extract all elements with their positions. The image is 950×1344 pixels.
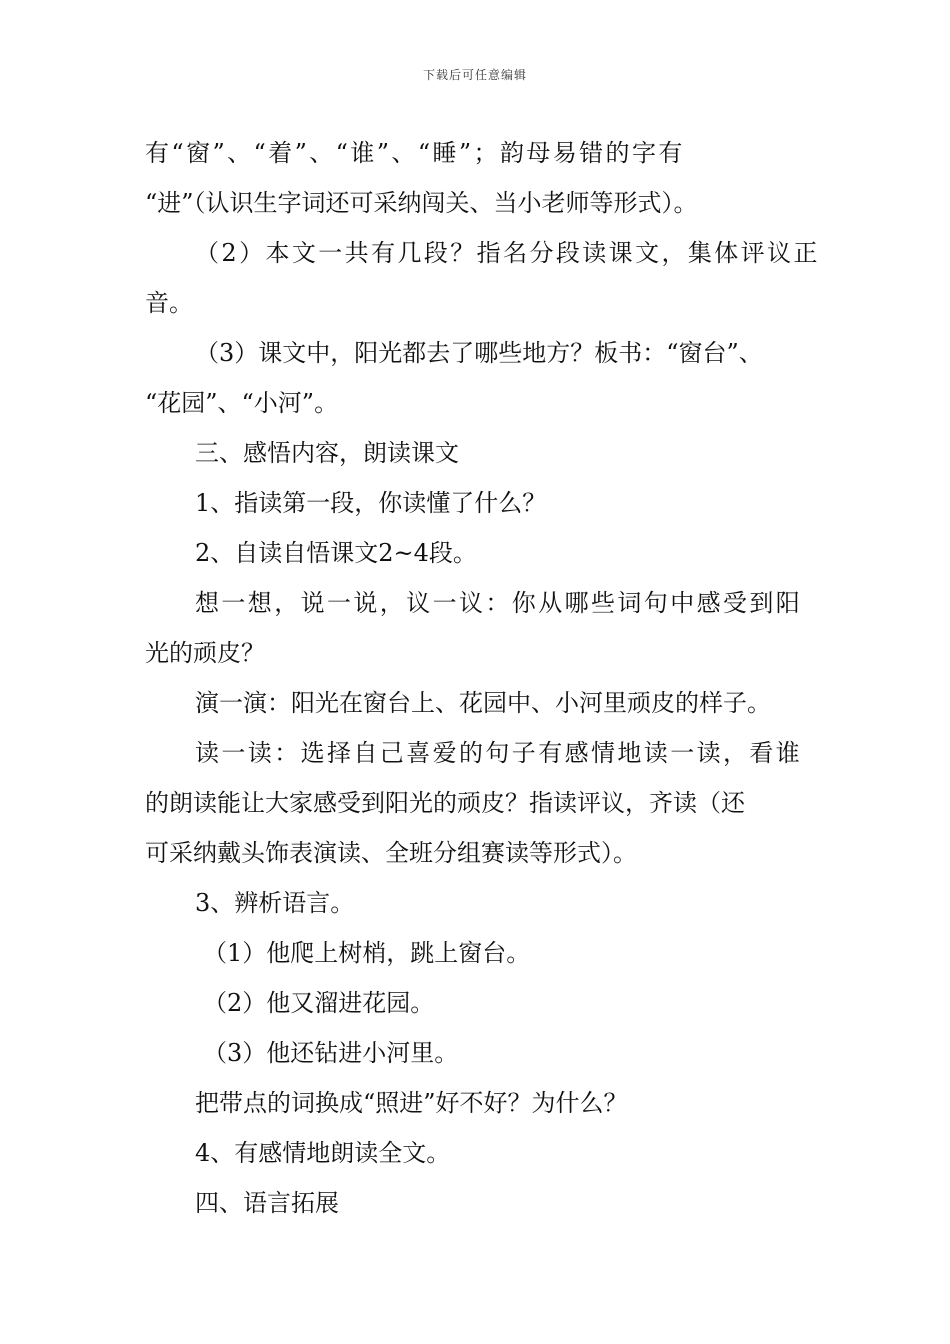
- text-line: 有“窗”、“着”、“谁”、“睡”；韵母易错的字有: [145, 139, 685, 167]
- page-header: 下载后可任意编辑: [422, 68, 527, 82]
- text-line: 的朗读能让大家感受到阳光的顽皮？指读评议，齐读（还: [145, 789, 745, 817]
- text-line: “花园”、“小河”。: [145, 389, 339, 417]
- text-line: 1、指读第一段，你读懂了什么？: [195, 489, 547, 517]
- text-line: （2）他又溜进花园。: [203, 989, 435, 1017]
- text-line: 3、辨析语言。: [195, 889, 355, 917]
- text-line: 演一演：阳光在窗台上、花园中、小河里顽皮的样子。: [195, 689, 771, 717]
- text-line: 音。: [145, 289, 193, 317]
- text-line: 光的顽皮？: [145, 639, 265, 667]
- text-line: 想一想，说一说，议一议：你从哪些词句中感受到阳: [195, 589, 803, 617]
- section-heading: 四、语言拓展: [195, 1189, 339, 1217]
- document-body: [145, 128, 820, 1228]
- text-line: 可采纳戴头饰表演读、全班分组赛读等形式）。: [145, 839, 637, 867]
- text-line: “进”（认识生字词还可采纳闯关、当小老师等形式）。: [145, 189, 698, 217]
- text-line: （2）本文一共有几段？指名分段读课文，集体评议正: [195, 239, 820, 267]
- text-line: （3）他还钻进小河里。: [203, 1039, 459, 1067]
- text-line: （1）他爬上树梢，跳上窗台。: [203, 939, 531, 967]
- text-line: 把带点的词换成“照进”好不好？为什么？: [195, 1089, 628, 1117]
- section-heading: 三、感悟内容，朗读课文: [195, 439, 459, 467]
- text-line: 读一读：选择自己喜爱的句子有感情地读一读，看谁: [195, 739, 803, 767]
- text-line: 2、自读自悟课文2~4段。: [195, 539, 477, 567]
- text-line: （3）课文中，阳光都去了哪些地方？板书：“窗台”、: [195, 339, 763, 367]
- text-line: 4、有感情地朗读全文。: [195, 1139, 451, 1167]
